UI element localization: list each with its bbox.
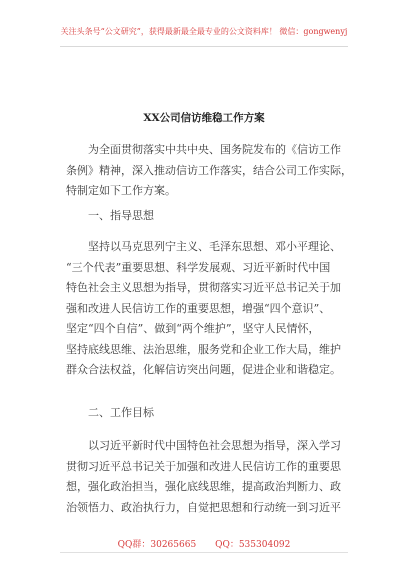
header-promo-text: 关注头条号“公文研究”，获得最新最全最专业的公文资料库！ 微信：gongwenyj bbox=[60, 27, 348, 36]
footer-qq-number: QQ：535304092 bbox=[215, 540, 291, 550]
paragraph-line: 为全面贯彻落实中共中央、国务院发布的《信访工作 bbox=[88, 143, 341, 156]
page-footer bbox=[0, 537, 408, 550]
section-heading-work-goals: 二、工作目标 bbox=[88, 406, 154, 419]
paragraph-line: 条例》精神，深入推动信访工作落实，结合公司工作实际， bbox=[66, 163, 352, 177]
paragraph-line: 治领悟力、政治执行力，自觉把思想和行动统一到习近平 bbox=[66, 500, 341, 514]
paragraph-line: 强和改进人民信访工作的重要思想，增强“四个意识”、 bbox=[66, 301, 331, 315]
paragraph-line: 坚持以马克思列宁主义、毛泽东思想、邓小平理论、 bbox=[88, 240, 341, 253]
section1-paragraph bbox=[66, 237, 351, 381]
intro-paragraph bbox=[66, 140, 351, 202]
footer-divider bbox=[60, 552, 348, 553]
paragraph-line: 贯彻习近平总书记关于加强和改进人民信访工作的重要思 bbox=[66, 459, 341, 473]
paragraph-line: “三个代表”重要思想、科学发展观、习近平新时代中国 bbox=[66, 260, 331, 274]
document-title: XX公司信访维稳工作方案 bbox=[143, 112, 265, 124]
section-heading-guiding-ideology: 一、指导思想 bbox=[88, 209, 154, 222]
paragraph-line: 想，强化政治担当，强化底线思维，提高政治判断力、政 bbox=[66, 480, 341, 493]
footer-qq-group: QQ群：30265665 bbox=[117, 540, 197, 550]
paragraph-line: 特色社会主义思想为指导，贯彻落实习近平总书记关于加 bbox=[66, 281, 341, 294]
section2-paragraph bbox=[66, 436, 351, 518]
paragraph-line: 坚持底线思维、法治思维，服务党和企业工作大局，维护 bbox=[66, 342, 341, 356]
paragraph-line: 以习近平新时代中国特色社会思想为指导，深入学习 bbox=[88, 439, 341, 452]
paragraph-line: 群众合法权益，化解信访突出问题，促进企业和谐稳定。 bbox=[66, 363, 341, 376]
paragraph-line: 特制定如下工作方案。 bbox=[66, 184, 176, 197]
header-divider bbox=[60, 46, 348, 47]
paragraph-line: 坚定“四个自信”、做到“两个维护”，坚守人民情怀， bbox=[66, 322, 320, 335]
